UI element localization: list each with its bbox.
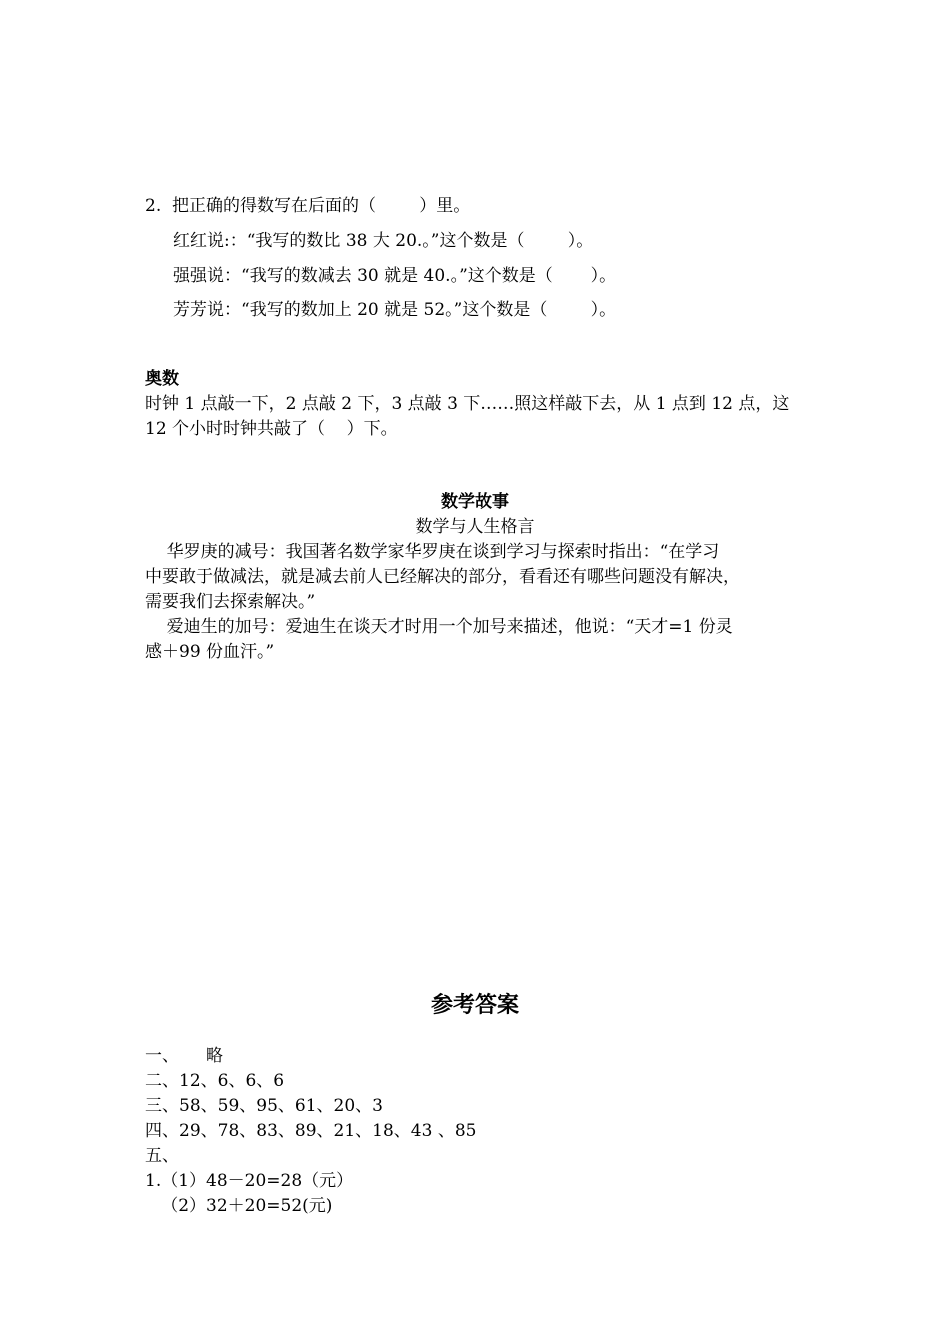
story-text-line: 爱迪生的加号：爱迪生在谈天才时用一个加号来描述，他说：“天才=1 份灵 — [145, 617, 733, 637]
question-2-item: 芳芳说：“我写的数加上 20 就是 52。”这个数是（ ）。 — [173, 300, 617, 320]
question-2-item: 强强说：“我写的数减去 30 就是 40.。”这个数是（ ）。 — [173, 266, 617, 286]
story-subtitle: 数学与人生格言 — [415, 517, 535, 537]
answer-line: 一、 略 — [145, 1046, 224, 1066]
story-text-line: 感＋99 份血汗。” — [145, 642, 275, 662]
story-text-line: 需要我们去探索解决。” — [145, 592, 316, 612]
story-title: 数学故事 — [441, 492, 509, 512]
olympiad-text-line: 12 个小时时钟共敲了（ ）下。 — [145, 419, 398, 439]
answer-line: 四、29、78、83、89、21、18、43 、85 — [145, 1121, 477, 1141]
answer-line: 五、 — [145, 1146, 179, 1166]
olympiad-title: 奥数 — [145, 369, 179, 389]
answers-title: 参考答案 — [430, 993, 519, 1018]
story-text-line: 华罗庚的减号：我国著名数学家华罗庚在谈到学习与探索时指出：“在学习 — [145, 542, 720, 562]
answer-line: 三、58、59、95、61、20、3 — [145, 1096, 383, 1116]
olympiad-text-line: 时钟 1 点敲一下，2 点敲 2 下，3 点敲 3 下……照这样敲下去，从 1 点到 12 点，这 — [145, 394, 790, 414]
question-2-heading: 2. 把正确的得数写在后面的（ ）里。 — [145, 196, 471, 216]
answer-line: 二、12、6、6、6 — [145, 1071, 285, 1091]
story-text-line: 中要敢于做减法，就是减去前人已经解决的部分，看看还有哪些问题没有解决， — [145, 567, 740, 587]
answer-line: （2）32＋20=52(元) — [145, 1196, 333, 1216]
answer-line: 1.（1）48－20=28（元） — [145, 1171, 354, 1191]
question-2-item: 红红说:：“我写的数比 38 大 20.。”这个数是（ ）。 — [173, 231, 594, 251]
